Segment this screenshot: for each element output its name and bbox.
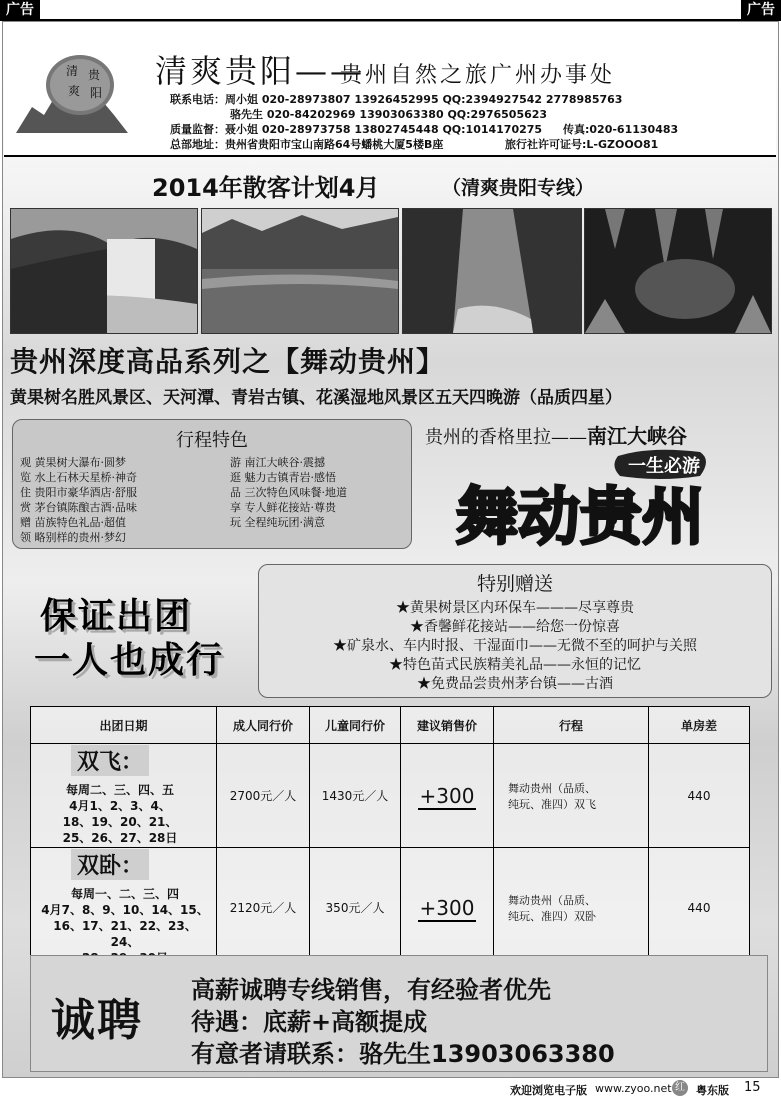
feature-item: 享 专人鲜花接站·尊贵 — [230, 501, 336, 514]
shangrila-name: 南江大峡谷 — [587, 424, 687, 448]
photo-cave — [584, 208, 772, 334]
itinerary-cell — [494, 848, 649, 968]
gift-item: ★免费品尝贵州茅台镇——古酒 — [417, 676, 613, 692]
contact-label: 质量监督： — [170, 123, 225, 136]
contact-line-2 — [230, 106, 547, 122]
col-header-date: 出团日期 — [31, 707, 217, 744]
itinerary-line: 纯玩、准四）双飞 — [508, 797, 596, 811]
features-left-list — [20, 455, 137, 545]
col-header-suggested: 建议销售价 — [401, 707, 494, 744]
recruit-line-3: 有意者请联系：骆先生13903063380 — [191, 1040, 615, 1068]
col-header-child: 儿童同行价 — [310, 707, 401, 744]
date-cell — [31, 744, 217, 848]
contact-line-3 — [170, 121, 542, 137]
brand-logo — [14, 45, 130, 137]
child-price: 1430元／人 — [310, 744, 401, 848]
logo-char-2: 贵 — [88, 68, 101, 82]
photo-lake — [201, 208, 399, 334]
dance-logo-text: 舞动贵州 — [456, 480, 705, 553]
date-line: 25、26、27、28日 — [62, 831, 178, 845]
contact-text: 骆先生 020-84202969 13903063380 QQ:2976505623 — [230, 108, 548, 121]
shangrila-line — [425, 420, 687, 449]
col-header-itinerary: 行程 — [494, 707, 649, 744]
license-number: 旅行社许可证号:L-GZOOO81 — [505, 138, 659, 151]
date-line: 每周二、三、四、五 — [65, 783, 174, 797]
feature-item: 赠 苗族特色礼品·超值 — [20, 516, 126, 529]
ad-tag-right: 广告 — [741, 0, 781, 20]
ad-tag-left: 广告 — [0, 0, 40, 20]
guarantee-line-1: 保证出团 — [40, 596, 193, 637]
shangrila-prefix: 贵州的香格里拉—— — [425, 427, 587, 448]
footer-edition: 粤东版 — [696, 1084, 729, 1097]
itinerary-line: 纯玩、准四）双卧 — [508, 909, 596, 923]
suggested-price — [401, 744, 494, 848]
plan-title: 2014年散客计划4月 — [152, 174, 380, 202]
brand-title: 清爽贵阳—— — [155, 52, 366, 90]
dance-guizhou-logo — [450, 446, 750, 558]
series-title: 贵州深度高品系列之【舞动贵州】 — [10, 345, 446, 378]
photo-waterfall — [10, 208, 198, 334]
recruit-box — [30, 955, 768, 1072]
table-row — [31, 848, 750, 968]
route-title: 黄果树名胜风景区、天河潭、青岩古镇、花溪湿地风景区五天四晚游（品质四星） — [10, 388, 622, 408]
gifts-box — [258, 564, 772, 698]
itinerary-cell — [494, 744, 649, 848]
logo-char-1: 清 — [66, 64, 79, 78]
markup-value: +300 — [419, 783, 475, 808]
date-line: 4月1、2、3、4、 — [69, 799, 171, 813]
itinerary-line: 舞动贵州（品质、 — [508, 893, 596, 907]
col-header-adult: 成人同行价 — [217, 707, 310, 744]
feature-item: 住 贵阳市豪华酒店·舒服 — [20, 486, 137, 499]
feature-item: 领 略别样的贵州·梦幻 — [20, 531, 126, 544]
features-title: 行程特色 — [176, 430, 248, 451]
guarantee-line-2: 一人也成行 — [34, 640, 225, 681]
trip-type: 双飞： — [71, 745, 149, 776]
col-header-single: 单房差 — [649, 707, 750, 744]
contact-text: 聂小姐 020-28973758 13802745448 QQ:1014170275 — [225, 123, 543, 136]
adult-price: 2700元／人 — [217, 744, 310, 848]
feature-item: 览 水上石林天星桥·神奇 — [20, 471, 137, 484]
logo-char-3: 爽 — [68, 84, 81, 98]
trip-type: 双卧： — [71, 849, 149, 880]
price-table — [30, 706, 750, 968]
recruit-line-1: 高薪诚聘专线销售，有经验者优先 — [191, 976, 551, 1004]
contact-text: 贵州省贵阳市宝山南路64号蟠桃大厦5楼B座 — [225, 138, 444, 151]
date-cell — [31, 848, 217, 968]
recruit-heading: 诚聘 — [51, 995, 143, 1046]
fax: 传真:020-61130483 — [563, 123, 679, 136]
feature-item: 游 南江大峡谷·震撼 — [230, 456, 325, 469]
date-list — [41, 782, 199, 846]
contact-text: 周小姐 020-28973807 13926452995 QQ:2394927542 2778985763 — [225, 93, 623, 106]
contact-label: 总部地址： — [170, 138, 225, 151]
table-header-row — [31, 707, 750, 744]
footer-badge: 红 — [672, 1080, 688, 1096]
gifts-title: 特别赠送 — [476, 573, 553, 595]
table-row — [31, 744, 750, 848]
contact-label: 联系电话： — [170, 93, 225, 106]
footer-browse: 欢迎浏览电子版 — [510, 1084, 587, 1097]
page-number: 15 — [744, 1080, 761, 1095]
features-right-list — [230, 455, 347, 530]
feature-item: 逛 魅力古镇青岩·感悟 — [230, 471, 336, 484]
suggested-price — [401, 848, 494, 968]
gift-item: ★香馨鲜花接站——给您一份惊喜 — [410, 619, 620, 635]
recruit-line-2: 待遇：底薪+高额提成 — [191, 1008, 428, 1036]
footer-site-link[interactable]: www.zyoo.net — [595, 1082, 672, 1095]
date-line: 4月7、8、9、10、14、15、 — [41, 903, 209, 917]
feature-item: 玩 全程纯玩团·满意 — [230, 516, 325, 529]
feature-item: 品 三次特色风味餐·地道 — [230, 486, 347, 499]
date-line: 16、17、21、22、23、24、 — [53, 919, 197, 949]
itinerary-line: 舞动贵州（品质、 — [508, 781, 596, 795]
photo-canyon — [402, 208, 582, 334]
gift-item: ★黄果树景区内环保车———尽享尊贵 — [396, 600, 634, 616]
feature-item: 赏 茅台镇陈酿古酒·品味 — [20, 501, 137, 514]
logo-char-4: 阳 — [90, 86, 103, 100]
contact-line-1 — [170, 91, 622, 107]
child-price: 350元／人 — [310, 848, 401, 968]
single-supplement: 440 — [649, 744, 750, 848]
date-list — [41, 886, 209, 966]
adult-price: 2120元／人 — [217, 848, 310, 968]
single-supplement: 440 — [649, 848, 750, 968]
date-line: 18、19、20、21、 — [62, 815, 178, 829]
feature-item: 观 黄果树大瀑布·圆梦 — [20, 456, 126, 469]
date-line: 每周一、二、三、四 — [70, 887, 179, 901]
dance-logo-badge: 一生必游 — [628, 456, 700, 477]
plan-subtitle: （清爽贵阳专线） — [442, 177, 595, 199]
gift-item: ★矿泉水、车内时报、干湿面巾——无微不至的呵护与关照 — [333, 638, 697, 654]
markup-value: +300 — [419, 895, 475, 920]
gift-item: ★特色苗式民族精美礼品——永恒的记忆 — [389, 657, 641, 673]
contact-line-4 — [170, 136, 443, 152]
brand-subtitle: 贵州自然之旅广州办事处 — [340, 63, 616, 88]
